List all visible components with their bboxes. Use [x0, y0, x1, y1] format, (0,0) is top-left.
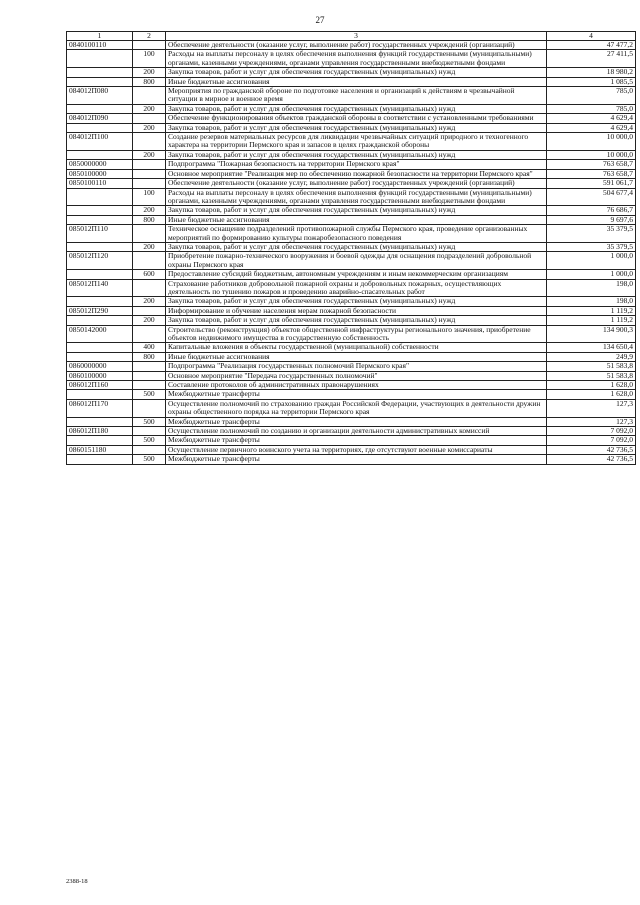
row-type	[133, 114, 166, 123]
row-code: 0850100000	[67, 169, 133, 178]
row-name: Межбюджетные трансферты	[166, 455, 547, 464]
row-name: Закупка товаров, работ и услуг для обеспечения государственных (муниципальных) нужд	[166, 297, 547, 306]
row-code: 085012П290	[67, 306, 133, 315]
row-amount: 4 629,4	[547, 114, 636, 123]
table-row	[67, 316, 636, 325]
row-name: Иные бюджетные ассигнования	[166, 77, 547, 86]
row-code	[67, 50, 133, 68]
row-name: Обеспечение функционирования объектов гражданской обороны в соответствии с установленными требованиями	[166, 114, 547, 123]
row-amount: 785,0	[547, 104, 636, 113]
table-row	[67, 362, 636, 371]
table-row	[67, 114, 636, 123]
row-code: 084012П080	[67, 87, 133, 105]
row-name: Закупка товаров, работ и услуг для обеспечения государственных (муниципальных) нужд	[166, 123, 547, 132]
row-type: 200	[133, 150, 166, 159]
row-type: 200	[133, 316, 166, 325]
table-row	[67, 325, 636, 343]
row-type: 200	[133, 242, 166, 251]
row-name: Подпрограмма "Пожарная безопасность на территории Пермского края"	[166, 160, 547, 169]
row-type: 100	[133, 50, 166, 68]
row-code	[67, 297, 133, 306]
row-amount: 198,0	[547, 279, 636, 297]
row-name: Межбюджетные трансферты	[166, 436, 547, 445]
row-amount: 763 658,7	[547, 160, 636, 169]
row-type	[133, 325, 166, 343]
table-row	[67, 436, 636, 445]
row-amount: 76 686,7	[547, 206, 636, 215]
row-type	[133, 87, 166, 105]
table-row	[67, 270, 636, 279]
row-amount: 10 000,0	[547, 150, 636, 159]
budget-table	[66, 31, 636, 465]
row-type	[133, 371, 166, 380]
row-name: Мероприятия по гражданской обороне по подготовке населения и организаций к действиям в чрезвычайной ситуации в мирное и военное время	[166, 87, 547, 105]
row-amount: 763 658,7	[547, 169, 636, 178]
row-type: 400	[133, 343, 166, 352]
row-code: 0860100000	[67, 371, 133, 380]
row-type: 800	[133, 77, 166, 86]
table-row	[67, 50, 636, 68]
row-name: Межбюджетные трансферты	[166, 417, 547, 426]
row-type	[133, 399, 166, 417]
row-code	[67, 343, 133, 352]
column-header-3: 3	[166, 32, 547, 41]
row-type: 600	[133, 270, 166, 279]
row-amount: 7 092,0	[547, 436, 636, 445]
table-body	[67, 41, 636, 465]
row-code: 0840100110	[67, 41, 133, 50]
row-type: 200	[133, 104, 166, 113]
row-type: 200	[133, 68, 166, 77]
row-name: Закупка товаров, работ и услуг для обеспечения государственных (муниципальных) нужд	[166, 68, 547, 77]
row-type	[133, 160, 166, 169]
row-amount: 1 628,0	[547, 381, 636, 390]
row-amount: 51 583,8	[547, 362, 636, 371]
row-code	[67, 436, 133, 445]
row-amount: 504 677,4	[547, 188, 636, 206]
row-amount: 591 061,7	[547, 179, 636, 188]
row-type: 200	[133, 206, 166, 215]
row-amount: 35 379,5	[547, 225, 636, 243]
table-row	[67, 297, 636, 306]
table-row	[67, 399, 636, 417]
row-code: 0860000000	[67, 362, 133, 371]
row-name: Иные бюджетные ассигнования	[166, 352, 547, 361]
row-code: 0850000000	[67, 160, 133, 169]
row-amount: 35 379,5	[547, 242, 636, 251]
table-row	[67, 279, 636, 297]
row-type: 800	[133, 215, 166, 224]
row-type: 200	[133, 123, 166, 132]
row-amount: 42 736,5	[547, 455, 636, 464]
row-type: 500	[133, 436, 166, 445]
row-name: Закупка товаров, работ и услуг для обеспечения государственных (муниципальных) нужд	[166, 206, 547, 215]
row-name: Создание резервов материальных ресурсов для ликвидации чрезвычайных ситуаций природного и техногенного характера на территории Пермского края и запасов в целях гражданской обороны	[166, 133, 547, 151]
row-type	[133, 252, 166, 270]
row-name: Основное мероприятие "Передача государственных полномочий"	[166, 371, 547, 380]
row-name: Осуществление полномочий по созданию и организации деятельности административных комиссий	[166, 427, 547, 436]
table-row	[67, 252, 636, 270]
row-code	[67, 188, 133, 206]
row-code: 0850100110	[67, 179, 133, 188]
row-name: Обеспечение деятельности (оказание услуг, выполнение работ) государственных учреждений (организаций)	[166, 41, 547, 50]
row-code	[67, 390, 133, 399]
row-name: Закупка товаров, работ и услуг для обеспечения государственных (муниципальных) нужд	[166, 104, 547, 113]
row-amount: 785,0	[547, 87, 636, 105]
row-type: 100	[133, 188, 166, 206]
row-amount: 134 900,3	[547, 325, 636, 343]
row-code: 086012П160	[67, 381, 133, 390]
row-code	[67, 316, 133, 325]
row-type	[133, 169, 166, 178]
row-amount: 1 119,2	[547, 306, 636, 315]
row-amount: 18 980,2	[547, 68, 636, 77]
row-name: Капитальные вложения в объекты государственной (муниципальной) собственности	[166, 343, 547, 352]
row-amount: 42 736,5	[547, 445, 636, 454]
row-code: 085012П140	[67, 279, 133, 297]
row-amount: 1 119,2	[547, 316, 636, 325]
row-name: Подпрограмма "Реализация государственных полномочий Пермского края"	[166, 362, 547, 371]
row-code: 084012П090	[67, 114, 133, 123]
row-type: 800	[133, 352, 166, 361]
row-type	[133, 362, 166, 371]
row-type	[133, 133, 166, 151]
table-row	[67, 160, 636, 169]
row-code: 0860151180	[67, 445, 133, 454]
row-name: Обеспечение деятельности (оказание услуг, выполнение работ) государственных учреждений (организаций)	[166, 179, 547, 188]
row-type: 500	[133, 417, 166, 426]
row-amount: 7 092,0	[547, 427, 636, 436]
row-name: Иные бюджетные ассигнования	[166, 215, 547, 224]
row-name: Основное мероприятие "Реализация мер по обеспечению пожарной безопасности на территории Пермского края"	[166, 169, 547, 178]
row-amount: 47 477,2	[547, 41, 636, 50]
row-name: Закупка товаров, работ и услуг для обеспечения государственных (муниципальных) нужд	[166, 242, 547, 251]
row-amount: 27 411,5	[547, 50, 636, 68]
row-amount: 127,3	[547, 399, 636, 417]
row-name: Осуществление полномочий по страхованию граждан Российской Федерации, участвующих в деятельности дружин охраны общественного порядка на территории Пермского края	[166, 399, 547, 417]
table-row	[67, 455, 636, 464]
row-name: Закупка товаров, работ и услуг для обеспечения государственных (муниципальных) нужд	[166, 316, 547, 325]
row-amount: 1 628,0	[547, 390, 636, 399]
row-name: Информирование и обучение населения мерам пожарной безопасности	[166, 306, 547, 315]
row-amount: 127,3	[547, 417, 636, 426]
table-row	[67, 188, 636, 206]
table-row	[67, 87, 636, 105]
row-amount: 1 000,0	[547, 270, 636, 279]
row-amount: 198,0	[547, 297, 636, 306]
row-code: 085012П110	[67, 225, 133, 243]
row-name: Техническое оснащение подразделений противопожарной службы Пермского края, проведение организованных мероприятий по формированию культуры пожаробезопасного поведения	[166, 225, 547, 243]
row-name: Составление протоколов об административных правонарушениях	[166, 381, 547, 390]
row-amount: 51 583,8	[547, 371, 636, 380]
table-row	[67, 179, 636, 188]
row-name: Предоставление субсидий бюджетным, автономным учреждениям и иным некоммерческим организациям	[166, 270, 547, 279]
table-row	[67, 68, 636, 77]
row-code: 086012П180	[67, 427, 133, 436]
row-amount: 249,9	[547, 352, 636, 361]
row-amount: 1 085,5	[547, 77, 636, 86]
row-amount: 1 000,0	[547, 252, 636, 270]
table-row	[67, 225, 636, 243]
row-code	[67, 455, 133, 464]
row-type	[133, 179, 166, 188]
row-name: Приобретение пожарно-технического вооружения и боевой одежды для оснащения подразделений добровольной охраны Пермского края	[166, 252, 547, 270]
row-code: 085012П120	[67, 252, 133, 270]
row-name: Осуществление первичного воинского учета на территориях, где отсутствуют военные комиссариаты	[166, 445, 547, 454]
row-amount: 134 650,4	[547, 343, 636, 352]
row-name: Строительство (реконструкция) объектов общественной инфраструктуры регионального значения, приобретение объектов недвижимого имущества в государственную собственность	[166, 325, 547, 343]
row-code	[67, 68, 133, 77]
row-code	[67, 206, 133, 215]
row-type	[133, 279, 166, 297]
row-type	[133, 225, 166, 243]
row-code	[67, 270, 133, 279]
row-code: 086012П170	[67, 399, 133, 417]
column-header-1: 1	[67, 32, 133, 41]
row-amount: 9 697,6	[547, 215, 636, 224]
row-type: 200	[133, 297, 166, 306]
column-header-2: 2	[133, 32, 166, 41]
row-type: 500	[133, 455, 166, 464]
row-name: Страхование работников добровольной пожарной охраны и добровольных пожарных, осуществляющих деятельность по тушению пожаров и проведению аварийно-спасательных работ	[166, 279, 547, 297]
row-name: Межбюджетные трансферты	[166, 390, 547, 399]
row-name: Закупка товаров, работ и услуг для обеспечения государственных (муниципальных) нужд	[166, 150, 547, 159]
row-name: Расходы на выплаты персоналу в целях обеспечения выполнения функций государственными (муниципальными) органами, казенными учреждениями, органами управления государственными внебюджетными фондами	[166, 188, 547, 206]
column-header-4: 4	[547, 32, 636, 41]
table-row	[67, 343, 636, 352]
row-amount: 4 629,4	[547, 123, 636, 132]
row-code: 084012П100	[67, 133, 133, 151]
row-amount: 10 000,0	[547, 133, 636, 151]
page-number: 27	[315, 15, 325, 25]
row-name: Расходы на выплаты персоналу в целях обеспечения выполнения функций государственными (муниципальными) органами, казенными учреждениями, органами управления государственными внебюджетными фондами	[166, 50, 547, 68]
table-row	[67, 206, 636, 215]
row-type: 500	[133, 390, 166, 399]
table-row	[67, 390, 636, 399]
row-code: 0850142000	[67, 325, 133, 343]
footer-code: 2388-18	[66, 878, 88, 885]
table-row	[67, 133, 636, 151]
